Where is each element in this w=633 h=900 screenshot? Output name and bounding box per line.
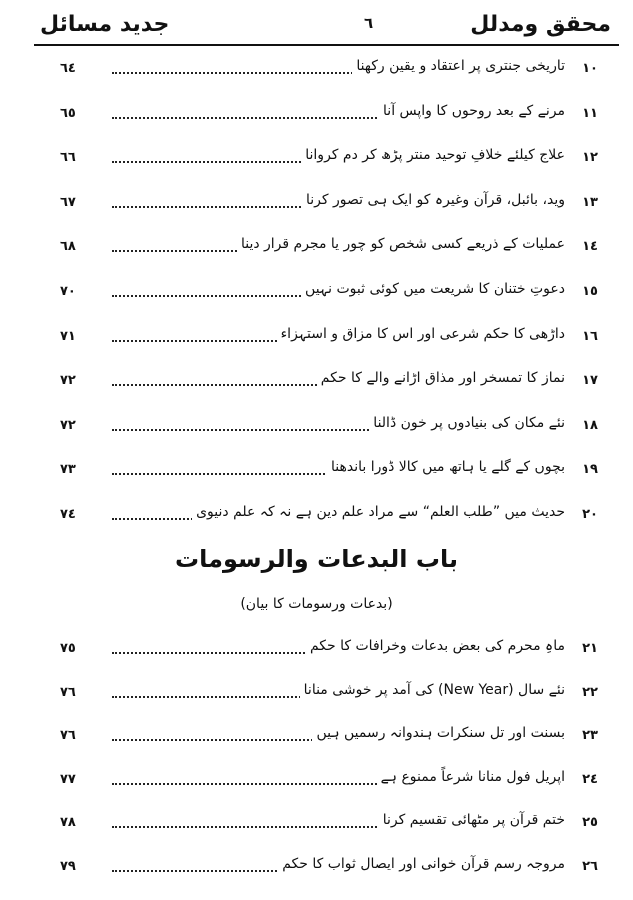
entry-number: ١٩	[582, 462, 598, 478]
entry-page: ٧٨	[60, 815, 76, 831]
entry-number: ١٣	[582, 194, 598, 210]
entry-number: ١٦	[582, 328, 598, 344]
entry-number: ١٠	[582, 61, 598, 76]
toc-entry	[60, 415, 605, 445]
toc-entry	[60, 504, 605, 534]
entry-page: ٧٩	[60, 859, 76, 874]
entry-title: دعوتِ ختنان کا شریعت میں کوئی ثبوت نہیں	[301, 281, 565, 297]
entry-number: ١٤	[582, 239, 598, 255]
toc-entry	[60, 103, 605, 133]
entry-page: ٧٧	[60, 771, 76, 787]
book-title: محقق ومدلل	[470, 12, 611, 37]
entry-title: مرنے کے بعد روحوں کا واپس آنا	[379, 103, 565, 119]
entry-number: ١١	[582, 105, 598, 121]
toc-entry	[60, 192, 605, 222]
entry-page: ٧٠	[60, 284, 76, 299]
entry-number: ١٨	[582, 417, 598, 433]
toc-entry	[60, 326, 605, 356]
chapter-title: جدید مسائل	[40, 12, 170, 37]
entry-number: ٢١	[582, 641, 598, 656]
toc-entry	[60, 370, 605, 400]
entry-number: ٢٣	[582, 728, 598, 744]
entry-title: وید، بائبل، قرآن وغیرہ کو ایک ہی تصور کرنا	[302, 192, 565, 208]
entry-page: ٧٣	[60, 462, 76, 478]
entry-page: ٧٦	[60, 728, 76, 744]
toc-entry	[60, 682, 605, 712]
page-header	[34, 10, 619, 46]
toc-entry	[60, 856, 605, 886]
entry-page: ٧٦	[60, 684, 76, 700]
entry-page: ٧٤	[60, 507, 76, 522]
entry-page: ٦٧	[60, 194, 76, 210]
toc-entry	[60, 58, 605, 88]
entry-title: نئے مکان کی بنیادوں پر خون ڈالنا	[369, 415, 565, 431]
entry-title: حدیث میں ”طلب العلم“ سے مراد علم دین ہے نہ کہ علم دنیوی	[192, 504, 565, 520]
toc-entry	[60, 638, 605, 668]
toc-entry	[60, 769, 605, 799]
entry-title: ماہِ محرم کی بعض بدعات وخرافات کا حکم	[306, 638, 565, 654]
entry-title: علاج کیلئے خلافِ توحید منتر پڑھ کر دم کروانا	[301, 147, 565, 163]
entry-number: ١٢	[582, 150, 598, 166]
entry-title: نئے سال (New Year) کی آمد پر خوشی منانا	[300, 682, 565, 698]
entry-number: ١٥	[582, 284, 598, 299]
entry-title: مروجہ رسم قرآن خوانی اور ایصال ثواب کا حکم	[278, 856, 565, 872]
entry-number: ٢٤	[582, 771, 598, 787]
entry-number: ٢٦	[582, 859, 598, 874]
entry-title: ختم قرآن پر مٹھائی تقسیم کرنا	[379, 812, 565, 828]
entry-page: ٦٨	[60, 239, 76, 255]
toc-entry	[60, 459, 605, 489]
entry-page: ٦٦	[60, 150, 76, 166]
entry-page: ٧٢	[60, 373, 76, 389]
section-subheading: (بدعات ورسومات کا بیان)	[240, 596, 393, 612]
entry-page: ٧١	[60, 328, 76, 344]
entry-title: اپریل فول منانا شرعاً ممنوع ہے	[377, 769, 565, 785]
entry-title: بچوں کے گلے یا ہاتھ میں کالا ڈورا باندھنا	[327, 459, 565, 475]
page-number: ٦	[364, 14, 374, 32]
entry-number: ٢٠	[582, 507, 598, 522]
toc-entry	[60, 725, 605, 755]
toc-entry	[60, 812, 605, 842]
entry-title: عملیات کے ذریعے کسی شخص کو چور یا مجرم قرار دینا	[237, 236, 565, 252]
entry-page: ٧٥	[60, 641, 76, 656]
entry-page: ٧٢	[60, 417, 76, 433]
entry-number: ٢٥	[582, 815, 598, 831]
entry-page: ٦٤	[60, 61, 76, 76]
entry-page: ٦٥	[60, 105, 76, 121]
section-heading: باب البدعات والرسومات	[175, 545, 458, 573]
toc-entry	[60, 147, 605, 177]
toc-entry	[60, 236, 605, 266]
toc-entry	[60, 281, 605, 311]
entry-number: ١٧	[582, 373, 598, 389]
entry-number: ٢٢	[582, 684, 598, 700]
entry-title: تاریخی جنتری پر اعتقاد و یقین رکھنا	[352, 58, 565, 74]
entry-title: بسنت اور تل سنکرات ہندوانہ رسمیں ہیں	[312, 725, 565, 741]
entry-title: داڑھی کا حکم شرعی اور اس کا مزاق و استہزاء	[277, 326, 565, 342]
entry-title: نماز کا تمسخر اور مذاق اڑانے والے کا حکم	[317, 370, 565, 386]
